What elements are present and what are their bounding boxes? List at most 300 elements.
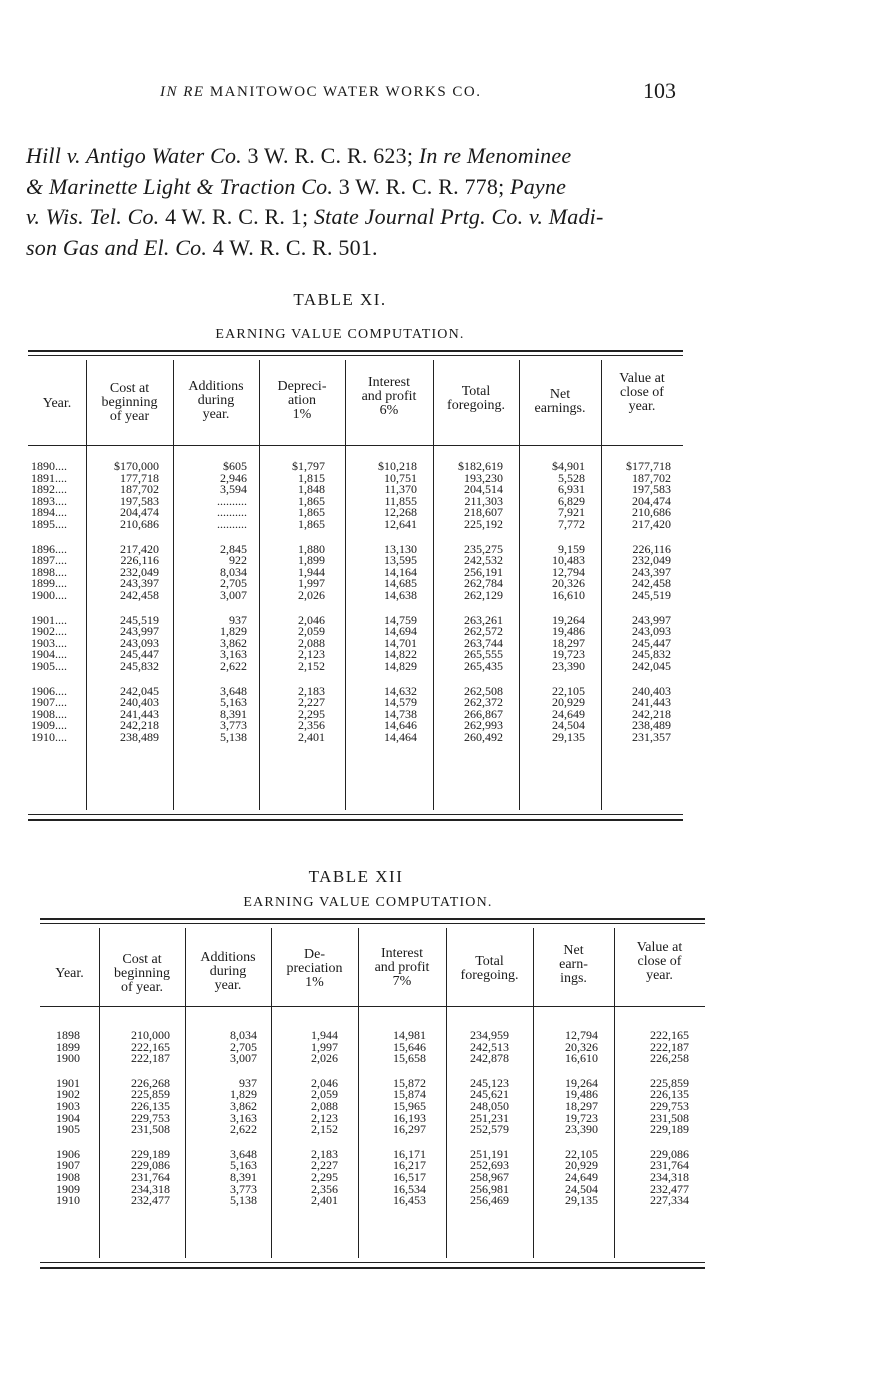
table-cell: 22,105 (565, 1146, 598, 1161)
table-cell: 1,997 (311, 1039, 338, 1054)
table-cell: 3,007 (220, 587, 247, 602)
table-cell: 263,744 (464, 635, 503, 650)
table-cell: 19,486 (552, 624, 585, 639)
table-cell: 226,135 (131, 1098, 170, 1113)
column-depreciation (259, 461, 325, 743)
table-cell: 197,583 (632, 482, 671, 497)
column-header: Total foregoing. (460, 954, 519, 983)
table-cell: 20,326 (552, 576, 585, 591)
table-cell: 14,738 (384, 706, 417, 721)
table-cell: 245,832 (120, 658, 159, 673)
column-header: Year. (42, 396, 72, 411)
table-cell: 232,477 (650, 1181, 689, 1196)
table-cell: 7,772 (558, 516, 585, 531)
table-cell: 8,034 (220, 564, 247, 579)
table-cell: 1898 (56, 1028, 80, 1042)
table-top-rule-2 (28, 355, 683, 356)
header-bottom-rule (28, 445, 683, 446)
table-cell: 252,693 (470, 1158, 509, 1173)
page-number: 103 (643, 78, 676, 103)
table-cell: $177,718 (626, 459, 671, 473)
table-bottom-rule-2 (40, 1267, 705, 1269)
table-cell: 16,193 (393, 1110, 426, 1125)
table-cell: 1898.... (31, 564, 67, 579)
table-cell: 232,477 (131, 1193, 170, 1208)
table-cell: 2,088 (311, 1098, 338, 1113)
table-cell: 2,946 (220, 470, 247, 485)
table-cell: 1,829 (230, 1087, 257, 1102)
table-cell: 19,723 (552, 647, 585, 662)
table-cell: 226,258 (650, 1051, 689, 1066)
table-cell: 1906.... (31, 683, 67, 698)
table-bottom-rule (40, 1262, 705, 1263)
table-cell: 242,045 (632, 658, 671, 673)
table-cell: 8,391 (230, 1169, 257, 1184)
table-cell: 5,138 (220, 729, 247, 744)
table-cell: 245,123 (470, 1075, 509, 1090)
table-cell: 937 (239, 1075, 257, 1090)
table-cell: 13,595 (384, 553, 417, 568)
table-cell: 256,191 (464, 564, 503, 579)
table-cell: 229,189 (650, 1122, 689, 1137)
column-header: Total foregoing. (447, 384, 505, 413)
table-cell: 14,829 (384, 658, 417, 673)
table-top-rule (40, 918, 705, 920)
table-cell: $1,797 (292, 459, 325, 473)
table-cell: $10,218 (378, 459, 417, 473)
table-cell: 24,649 (565, 1169, 598, 1184)
table-cell: 242,458 (632, 576, 671, 591)
table-cell: 24,504 (565, 1181, 598, 1196)
table-cell: 229,753 (650, 1098, 689, 1113)
table-cell: $4,901 (552, 459, 585, 473)
table-cell: 2,356 (311, 1181, 338, 1196)
table-cell: 11,855 (384, 493, 417, 508)
table-cell: 2,026 (311, 1051, 338, 1066)
table-cell: 222,187 (650, 1039, 689, 1054)
table-cell: 238,489 (120, 729, 159, 744)
table-cell: 2,227 (311, 1158, 338, 1173)
table-cell: 243,997 (120, 624, 159, 639)
column-years (31, 461, 86, 743)
table-cell: 258,967 (470, 1169, 509, 1184)
table-11-subtitle: EARNING VALUE COMPUTATION. (215, 327, 465, 342)
table-cell: 2,123 (298, 647, 325, 662)
table-cell: 210,000 (131, 1028, 170, 1042)
table-cell: 1908 (56, 1169, 80, 1184)
column-interest (345, 461, 417, 743)
column-header: Interest and profit 6% (361, 375, 417, 418)
table-cell: 1,865 (298, 493, 325, 508)
table-cell: 232,049 (632, 553, 671, 568)
table-cell: 16,517 (393, 1169, 426, 1184)
table-cell: 12,641 (384, 516, 417, 531)
table-cell: $182,619 (458, 459, 503, 473)
column-header: Cost at beginning of year. (114, 952, 170, 995)
table-cell: 2,059 (298, 624, 325, 639)
table-cell: 240,403 (120, 695, 159, 710)
table-cell: 1900.... (31, 587, 67, 602)
table-cell: 242,458 (120, 587, 159, 602)
table-cell: 243,397 (120, 576, 159, 591)
table-cell: 5,163 (230, 1158, 257, 1173)
table-cell: 1907.... (31, 695, 67, 710)
table-cell: 1906 (56, 1146, 80, 1161)
table-cell: 5,138 (230, 1193, 257, 1208)
table-cell: 231,508 (650, 1110, 689, 1125)
table-cell: 5,163 (220, 695, 247, 710)
table-cell: 262,508 (464, 683, 503, 698)
table-cell: 7,921 (558, 505, 585, 520)
table-cell: 231,764 (650, 1158, 689, 1173)
table-cell: 256,469 (470, 1193, 509, 1208)
table-cell: 14,822 (384, 647, 417, 662)
table-cell: 2,152 (311, 1122, 338, 1137)
table-cell: 225,859 (131, 1087, 170, 1102)
column-additions (173, 461, 247, 743)
table-cell: 29,135 (565, 1193, 598, 1208)
table-cell: 245,832 (632, 647, 671, 662)
table-cell: 2,026 (298, 587, 325, 602)
table-cell: 3,163 (220, 647, 247, 662)
table-cell: 22,105 (552, 683, 585, 698)
table-cell: 2,622 (230, 1122, 257, 1137)
table-cell: 1903.... (31, 635, 67, 650)
table-cell: 263,261 (464, 612, 503, 627)
table-cell: 23,390 (552, 658, 585, 673)
table-cell: 229,189 (131, 1146, 170, 1161)
column-header: Cost at beginning of year (101, 381, 158, 424)
table-cell: 2,295 (311, 1169, 338, 1184)
table-cell: 3,007 (230, 1051, 257, 1066)
column-header: Depreci- ation 1% (277, 379, 327, 422)
table-cell: 14,701 (384, 635, 417, 650)
table-cell: 231,508 (131, 1122, 170, 1137)
table-cell: 245,519 (120, 612, 159, 627)
table-cell: 1905.... (31, 658, 67, 673)
table-cell: 222,187 (131, 1051, 170, 1066)
column-header: Net earnings. (534, 387, 586, 416)
table-cell: 3,773 (220, 718, 247, 733)
table-cell: 225,859 (650, 1075, 689, 1090)
table-cell: 225,192 (464, 516, 503, 531)
case-name: In re Menominee (418, 143, 572, 168)
table-cell: 1,865 (298, 505, 325, 520)
citation-line-2 (26, 172, 686, 203)
table-cell: 1893.... (31, 493, 67, 508)
table-cell: 5,528 (558, 470, 585, 485)
table-cell: 14,579 (384, 695, 417, 710)
table-cell: 14,632 (384, 683, 417, 698)
table-cell: 1899.... (31, 576, 67, 591)
table-cell: 234,318 (131, 1181, 170, 1196)
reporter-cite: 3 W. R. C. R. 623; (241, 143, 419, 168)
table-cell: 2,356 (298, 718, 325, 733)
table-cell: 2,845 (220, 541, 247, 556)
table-cell: 2,046 (311, 1075, 338, 1090)
table-cell: 1,815 (298, 470, 325, 485)
column-total (433, 461, 503, 743)
table-cell: 1910.... (31, 729, 67, 744)
table-cell: 1909 (56, 1181, 80, 1196)
table-cell: 20,929 (565, 1158, 598, 1173)
table-cell: 3,773 (230, 1181, 257, 1196)
table-cell: 177,718 (120, 470, 159, 485)
column-value (614, 1030, 689, 1207)
table-11-title: TABLE XI. (293, 290, 387, 309)
table-cell: 14,981 (393, 1028, 426, 1042)
table-cell: 23,390 (565, 1122, 598, 1137)
table-cell: 1894.... (31, 505, 67, 520)
table-cell: 226,116 (120, 553, 159, 568)
citation-line-4 (26, 233, 686, 264)
table-cell: 15,646 (393, 1039, 426, 1054)
table-cell: 14,759 (384, 612, 417, 627)
table-cell: 1,899 (298, 553, 325, 568)
table-cell: 2,295 (298, 706, 325, 721)
table-cell: 242,045 (120, 683, 159, 698)
column-header: Year. (55, 966, 84, 981)
table-cell: 14,685 (384, 576, 417, 591)
table-cell: 251,231 (470, 1110, 509, 1125)
table-cell: 1907 (56, 1158, 80, 1173)
column-cost (99, 1030, 170, 1207)
table-cell: 15,965 (393, 1098, 426, 1113)
table-cell: 235,275 (464, 541, 503, 556)
table-cell: 2,123 (311, 1110, 338, 1125)
table-cell: 226,135 (650, 1087, 689, 1102)
table-cell: 12,794 (565, 1028, 598, 1042)
table-cell: 229,086 (650, 1146, 689, 1161)
table-cell: 229,753 (131, 1110, 170, 1125)
table-cell: 1902 (56, 1087, 80, 1102)
table-cell: 262,784 (464, 576, 503, 591)
table-cell: 242,218 (632, 706, 671, 721)
table-cell: 1896.... (31, 541, 67, 556)
table-bottom-rule (28, 814, 683, 815)
table-cell: 2,046 (298, 612, 325, 627)
table-cell: 15,874 (393, 1087, 426, 1102)
table-cell: 13,130 (384, 541, 417, 556)
table-cell: 14,638 (384, 587, 417, 602)
table-cell: 226,116 (632, 541, 671, 556)
table-cell: 18,297 (565, 1098, 598, 1113)
table-cell: 243,397 (632, 564, 671, 579)
table-cell: 2,401 (311, 1193, 338, 1208)
table-cell: 19,264 (552, 612, 585, 627)
table-cell: 243,093 (120, 635, 159, 650)
table-cell: 2,622 (220, 658, 247, 673)
table-cell: 19,264 (565, 1075, 598, 1090)
table-cell: 16,534 (393, 1181, 426, 1196)
table-top-rule (28, 350, 683, 352)
table-cell: 1905 (56, 1122, 80, 1137)
table-cell: 3,648 (230, 1146, 257, 1161)
table-cell: 218,607 (464, 505, 503, 520)
table-cell: 1900 (56, 1051, 80, 1066)
table-cell: 210,686 (632, 505, 671, 520)
table-cell: 204,514 (464, 482, 503, 497)
table-cell: 241,443 (120, 706, 159, 721)
header-bottom-rule (40, 1006, 705, 1007)
table-cell: 262,372 (464, 695, 503, 710)
table-cell: 245,447 (632, 635, 671, 650)
table-cell: 24,504 (552, 718, 585, 733)
table-cell: 262,572 (464, 624, 503, 639)
running-head-text: MANITOWOC WATER WORKS CO. (204, 84, 482, 100)
table-cell: 1,997 (298, 576, 325, 591)
table-cell: 1901 (56, 1075, 80, 1090)
table-top-rule-2 (40, 923, 705, 924)
table-cell: 10,751 (384, 470, 417, 485)
table-cell: 2,183 (298, 683, 325, 698)
table-cell: 2,152 (298, 658, 325, 673)
table-cell: 1897.... (31, 553, 67, 568)
table-cell: 232,049 (120, 564, 159, 579)
column-net (519, 461, 585, 743)
table-cell: 226,268 (131, 1075, 170, 1090)
case-name: v. Wis. Tel. Co. (26, 204, 160, 229)
table-cell: 14,464 (384, 729, 417, 744)
table-cell: $170,000 (114, 459, 159, 473)
table-cell: 204,474 (632, 493, 671, 508)
table-cell: 245,447 (120, 647, 159, 662)
table-cell: 1,829 (220, 624, 247, 639)
table-cell: 222,165 (650, 1028, 689, 1042)
table-cell: 16,610 (565, 1051, 598, 1066)
table-cell: 252,579 (470, 1122, 509, 1137)
table-cell: 2,401 (298, 729, 325, 744)
table-cell: 11,370 (384, 482, 417, 497)
table-cell: 1895.... (31, 516, 67, 531)
table-cell: 18,297 (552, 635, 585, 650)
table-cell: 262,129 (464, 587, 503, 602)
column-header: Additions during year. (200, 950, 256, 993)
case-name: son Gas and El. Co. (26, 234, 208, 260)
table-cell: 187,702 (120, 482, 159, 497)
table-cell: 222,165 (131, 1039, 170, 1054)
case-name: Hill v. Antigo Water Co. (26, 143, 242, 168)
table-cell: 2,183 (311, 1146, 338, 1161)
table-cell: .......... (217, 505, 247, 520)
table-cell: 922 (229, 553, 247, 568)
column-additions (185, 1030, 257, 1207)
table-cell: 1891.... (31, 470, 67, 485)
table-cell: 241,443 (632, 695, 671, 710)
table-cell: 16,297 (393, 1122, 426, 1137)
table-cell: 1902.... (31, 624, 67, 639)
column-interest (358, 1030, 426, 1207)
table-cell: $605 (223, 459, 247, 473)
citation-line-3 (26, 202, 686, 233)
table-cell: 16,217 (393, 1158, 426, 1173)
table-cell: 242,218 (120, 718, 159, 733)
table-cell: 1904.... (31, 647, 67, 662)
table-cell: 2,088 (298, 635, 325, 650)
table-cell: 234,318 (650, 1169, 689, 1184)
column-header: Additions during year. (188, 379, 244, 422)
table-cell: 243,093 (632, 624, 671, 639)
table-cell: 1909.... (31, 718, 67, 733)
table-cell: 24,649 (552, 706, 585, 721)
table-cell: 3,862 (220, 635, 247, 650)
table-cell: 256,981 (470, 1181, 509, 1196)
table-cell: 20,326 (565, 1039, 598, 1054)
table-cell: 15,658 (393, 1051, 426, 1066)
table-cell: 238,489 (632, 718, 671, 733)
table-cell: 245,621 (470, 1087, 509, 1102)
table-cell: 1890.... (31, 459, 67, 473)
table-cell: .......... (217, 493, 247, 508)
column-years (56, 1030, 99, 1207)
column-header: Interest and profit 7% (374, 946, 430, 989)
reporter-cite: 4 W. R. C. R. 501. (207, 234, 378, 260)
table-cell: 14,164 (384, 564, 417, 579)
table-cell: 16,610 (552, 587, 585, 602)
column-header: Value at close of year. (636, 940, 683, 983)
column-depreciation (271, 1030, 338, 1207)
table-cell: 1908.... (31, 706, 67, 721)
table-cell: 248,050 (470, 1098, 509, 1113)
table-cell: 2,705 (220, 576, 247, 591)
table-cell: 29,135 (552, 729, 585, 744)
table-cell: 3,648 (220, 683, 247, 698)
case-name: Payne (510, 173, 567, 199)
table-cell: 6,931 (558, 482, 585, 497)
table-cell: 2,705 (230, 1039, 257, 1054)
running-head (160, 84, 482, 101)
table-cell: 6,829 (558, 493, 585, 508)
table-cell: 231,764 (131, 1169, 170, 1184)
column-cost (86, 461, 159, 743)
table-cell: 1,865 (298, 516, 325, 531)
table-cell: 231,357 (632, 729, 671, 744)
table-cell: 1901.... (31, 612, 67, 627)
table-cell: 1,944 (298, 564, 325, 579)
case-name: & Marinette Light & Traction Co. (26, 173, 334, 199)
table-cell: 14,694 (384, 624, 417, 639)
table-cell: 211,303 (464, 493, 503, 508)
citation-paragraph (26, 141, 686, 263)
table-12 (40, 918, 705, 1268)
table-cell: 210,686 (120, 516, 159, 531)
table-cell: 3,163 (230, 1110, 257, 1125)
table-cell: 10,483 (552, 553, 585, 568)
reporter-cite: 3 W. R. C. R. 778; (333, 173, 511, 199)
table-cell: 8,391 (220, 706, 247, 721)
table-cell: 1,848 (298, 482, 325, 497)
table-cell: 217,420 (120, 541, 159, 556)
table-cell: 16,171 (393, 1146, 426, 1161)
table-cell: 8,034 (230, 1028, 257, 1042)
table-bottom-rule-2 (28, 819, 683, 821)
table-cell: 204,474 (120, 505, 159, 520)
table-cell: 3,594 (220, 482, 247, 497)
table-cell: .......... (217, 516, 247, 531)
case-name: State Journal Prtg. Co. v. Madi- (313, 204, 604, 229)
column-net (533, 1030, 598, 1207)
table-cell: 1,880 (298, 541, 325, 556)
table-cell: 265,555 (464, 647, 503, 662)
table-cell: 262,993 (464, 718, 503, 733)
table-11 (28, 350, 683, 820)
table-12-subtitle: EARNING VALUE COMPUTATION. (243, 895, 493, 910)
table-cell: 1899 (56, 1039, 80, 1054)
table-cell: 187,702 (632, 470, 671, 485)
table-cell: 193,230 (464, 470, 503, 485)
table-cell: 20,929 (552, 695, 585, 710)
table-cell: 1904 (56, 1110, 80, 1125)
